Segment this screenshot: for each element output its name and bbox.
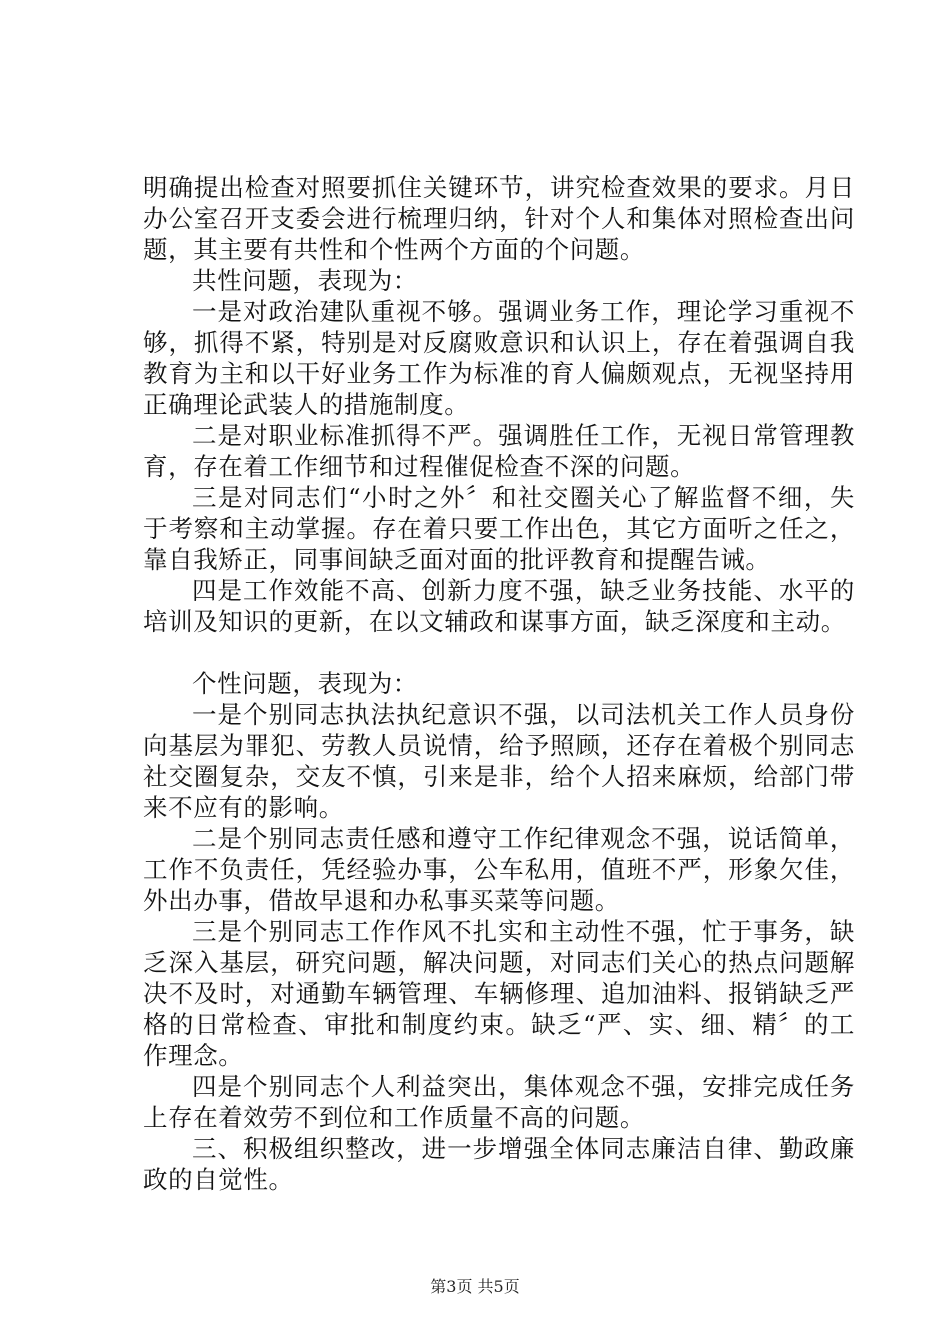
heading-individual-issues: 个性问题，表现为：: [192, 669, 418, 698]
page-number-footer: 第3页 共5页: [430, 1277, 520, 1296]
section-heading-rectification: 三、积极组织整改，进一步增强全体同志廉洁自律、勤政廉政的自觉性。: [143, 1134, 855, 1194]
paragraph-individual-3: 三是个别同志工作作风不扎实和主动性不强，忙于事务，缺乏深入基层，研究问题，解决问题，对同志们关心的热点问题解决不及时，对通勤车辆管理、车辆修理、追加油料、报销缺乏严格的日常检查、审批和制度约束。缺乏“严、实、细、精〞的工作理念。: [143, 917, 855, 1070]
paragraph-individual-2: 二是个别同志责任感和遵守工作纪律观念不强，说话简单，工作不负责任，凭经验办事，公车私用，值班不严，形象欠佳，外出办事，借故早退和办私事买菜等问题。: [143, 824, 855, 915]
paragraph-common-2: 二是对职业标准抓得不严。强调胜任工作，无视日常管理教育，存在着工作细节和过程催促检查不深的问题。: [143, 421, 855, 481]
paragraph-individual-1: 一是个别同志执法执纪意识不强，以司法机关工作人员身份向基层为罪犯、劳教人员说情，给予照顾，还存在着极个别同志社交圈复杂，交友不慎，引来是非，给个人招来麻烦，给部门带来不应有的影响。: [143, 700, 855, 822]
paragraph-common-4: 四是工作效能不高、创新力度不强，缺乏业务技能、水平的培训及知识的更新，在以文辅政和谋事方面，缺乏深度和主动。: [143, 576, 855, 636]
paragraph-intro: 明确提出检查对照要抓住关键环节，讲究检查效果的要求。月日办公室召开支委会进行梳理归纳，针对个人和集体对照检查出问题，其主要有共性和个性两个方面的个问题。: [143, 173, 855, 264]
paragraph-common-3: 三是对同志们“小时之外〞和社交圈关心了解监督不细，失于考察和主动掌握。存在着只要工作出色，其它方面听之任之，靠自我矫正，同事间缺乏面对面的批评教育和提醒告诫。: [143, 483, 855, 574]
paragraph-spacer: [143, 637, 855, 668]
heading-common-issues: 共性问题，表现为：: [192, 266, 418, 295]
paragraph-common-1: 一是对政治建队重视不够。强调业务工作，理论学习重视不够，抓得不紧，特别是对反腐败意识和认识上，存在着强调自我教育为主和以干好业务工作为标准的育人偏颇观点，无视坚持用正确理论武装人的措施制度。: [143, 297, 855, 419]
paragraph-individual-4: 四是个别同志个人利益突出，集体观念不强，安排完成任务上存在着效劳不到位和工作质量不高的问题。: [143, 1072, 855, 1132]
document-body: [143, 172, 855, 1195]
